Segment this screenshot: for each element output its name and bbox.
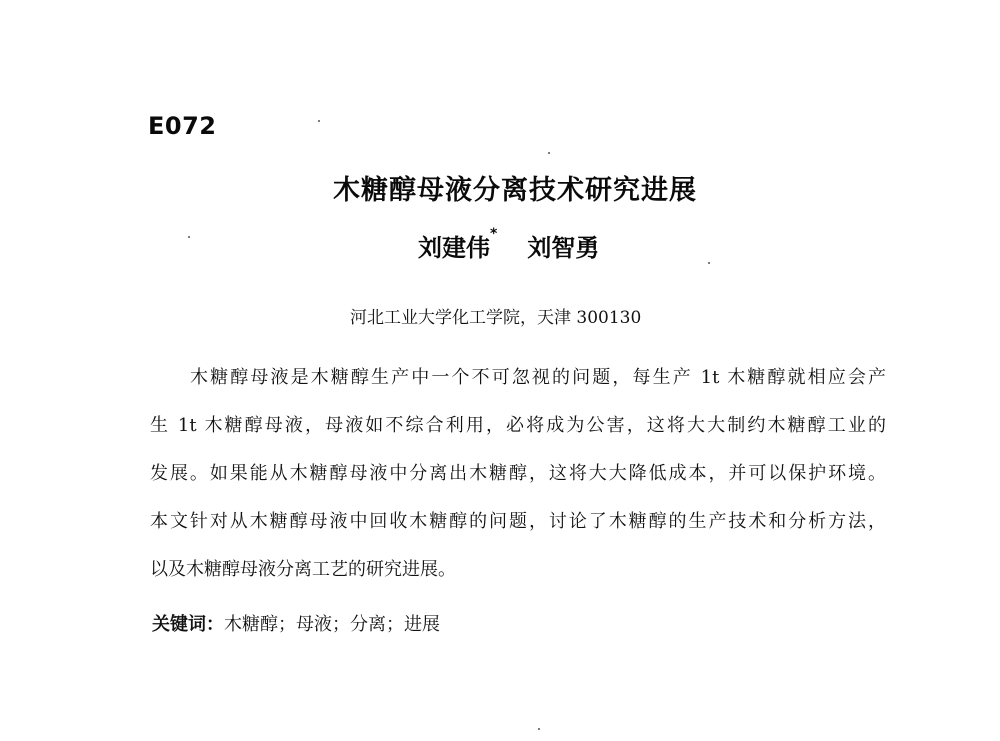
scan-speck — [548, 152, 550, 154]
abstract-line: 本文针对从木糖醇母液中回收木糖醇的问题，讨论了木糖醇的生产技术和分析方法， — [150, 511, 886, 532]
author-name: 刘智勇 — [527, 234, 600, 262]
abstract-line: 以及木糖醇母液分离工艺的研究进展。 — [150, 559, 456, 580]
abstract — [150, 354, 886, 594]
scan-speck — [318, 120, 320, 122]
author-name: 刘建伟 — [418, 234, 490, 262]
paper-title: 木糖醇母液分离技术研究进展 — [333, 175, 697, 206]
keywords-label: 关键词： — [152, 614, 224, 635]
paper-code: E072 — [148, 112, 217, 140]
keywords — [152, 610, 440, 636]
scan-speck — [188, 236, 190, 238]
keywords-text: 木糖醇；母液；分离；进展 — [224, 614, 440, 635]
affiliation: 河北工业大学化工学院，天津 300130 — [350, 308, 642, 328]
abstract-line: 生 1t 木糖醇母液，母液如不综合利用，必将成为公害，这将大大制约木糖醇工业的 — [150, 415, 886, 436]
author-list — [418, 228, 599, 263]
corresponding-author-mark: * — [490, 226, 498, 242]
scan-speck — [538, 728, 540, 730]
abstract-line: 发展。如果能从木糖醇母液中分离出木糖醇，这将大大降低成本，并可以保护环境。 — [150, 463, 886, 484]
abstract-line: 木糖醇母液是木糖醇生产中一个不可忽视的问题，每生产 1t 木糖醇就相应会产 — [190, 367, 886, 388]
scan-speck — [708, 262, 710, 264]
